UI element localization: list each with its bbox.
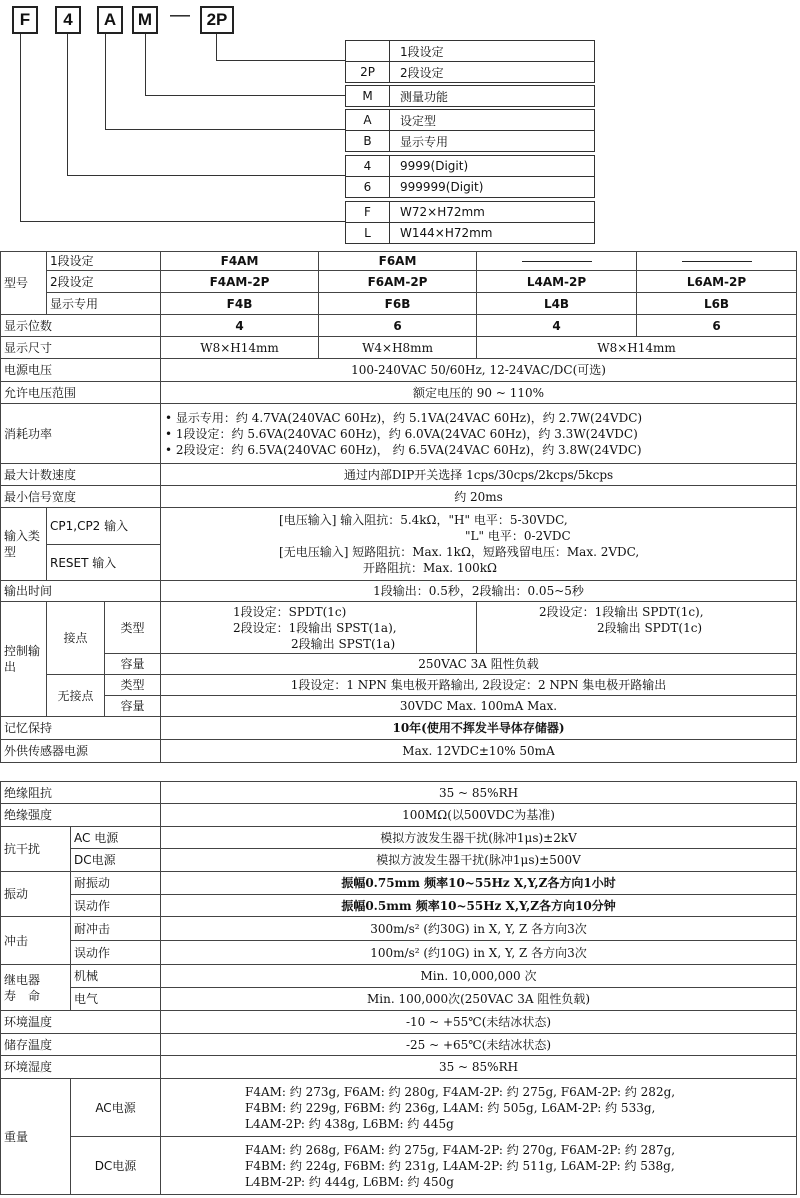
contact-type-line: 2段输出 SPST(1a) (291, 636, 396, 651)
connector-line (105, 129, 345, 130)
max-count-value: 通过内部DIP开关选择 1cps/30cps/2kcps/5kcps (161, 464, 797, 486)
input-line: [电压输入] 输入阻抗：5.4kΩ，"H" 电平：5-30VDC, (279, 513, 568, 527)
control-capacity-label: 容量 (105, 654, 161, 675)
sel-desc: 999999(Digit) (400, 180, 484, 194)
contact-type-line: 2段设定：1段输出 SPDT(1c), (539, 605, 704, 619)
model-label: 型号 (1, 252, 47, 315)
relay-life-value: Min. 100,000次(250VAC 3A 阻性负载) (161, 988, 797, 1011)
sel-code: A (346, 110, 390, 130)
relay-life-value: Min. 10,000,000 次 (161, 965, 797, 988)
insulation-value: 35 ~ 85%RH (161, 782, 797, 804)
consumption-line: • 显示专用：约 4.7VA(240VAC 60Hz)，约 5.1VA(24VAC 60Hz)，约 2.7W(24VDC) (165, 410, 643, 425)
power-label: 电源电压 (1, 359, 161, 382)
digits-cell: 4 (477, 315, 637, 337)
model-cell: F6AM-2P (319, 271, 477, 293)
weight-dc-value (161, 1137, 797, 1195)
contact-type-line: 2段设定：1段输出 SPST(1a), (233, 620, 397, 635)
digits-cell: 4 (161, 315, 319, 337)
control-noncontact-label: 无接点 (47, 675, 105, 717)
sel-desc: 测量功能 (400, 89, 449, 104)
voltage-range-value: 额定电压的 90 ~ 110% (161, 382, 797, 404)
sel-code: B (346, 131, 390, 151)
pn-char-a: A (97, 6, 123, 34)
output-time-label: 输出时间 (1, 581, 161, 602)
sel-desc: 显示专用 (400, 134, 449, 149)
input-line: "L" 电平：0-2VDC (465, 529, 571, 543)
pn-char-2p: 2P (200, 6, 234, 34)
sensor-power-label: 外供传感器电源 (1, 740, 161, 763)
sel-code: F (346, 202, 390, 222)
control-contact-label: 接点 (47, 602, 105, 675)
vibration-value: 振幅0.75mm 频率10~55Hz X,Y,Z各方向1小时 (161, 872, 797, 895)
digits-cell: 6 (319, 315, 477, 337)
size-label: 显示尺寸 (1, 337, 161, 359)
connector-line (145, 95, 345, 96)
vibration-label: 振动 (1, 872, 71, 917)
vibration-sub: 误动作 (71, 895, 161, 917)
sel-desc: 1段设定 (400, 44, 444, 59)
shock-label: 冲击 (1, 917, 71, 965)
memory-label: 记忆保持 (1, 717, 161, 740)
shock-sub: 耐冲击 (71, 917, 161, 941)
relay-life-sub: 电气 (71, 988, 161, 1011)
input-label: 输入类型 (1, 508, 47, 581)
noise-label: 抗干扰 (1, 827, 71, 872)
sel-code: 2P (346, 62, 390, 82)
weight-line: L4BM-2P: 约 444g, L6BM: 约 450g (245, 1174, 454, 1189)
model-cell: L4B (477, 293, 637, 315)
model-cell: F6AM (319, 252, 477, 271)
pn-char-m: M (132, 6, 158, 34)
dielectric-value: 100MΩ(以500VDC为基准) (161, 804, 797, 827)
noise-value: 模拟方波发生器干扰(脉冲1μs)±500V (161, 849, 797, 872)
spec-table-main (0, 251, 797, 763)
noise-sub: AC 电源 (71, 827, 161, 849)
sel-desc: W144×H72mm (400, 226, 493, 240)
contact-type-left (161, 602, 477, 654)
model-cell: F4AM (161, 252, 319, 271)
connector-line (216, 60, 345, 61)
consumption-line: • 1段设定：约 5.6VA(240VAC 60Hz)，约 6.0VA(24VAC 60Hz)，约 3.3W(24VDC) (165, 426, 638, 441)
control-label: 控制输出 (1, 602, 47, 717)
pn-char-f: F (12, 6, 38, 34)
connector-line (20, 221, 345, 222)
model-cell: F4B (161, 293, 319, 315)
model-cell-empty (477, 252, 637, 271)
storage-temp-value: -25 ~ +65℃(未结冰状态) (161, 1034, 797, 1056)
weight-line: F4BM: 约 224g, F6BM: 约 231g, L4AM-2P: 约 511g, L6AM-2P: 约 538g, (245, 1158, 675, 1173)
model-cell: L6B (637, 293, 797, 315)
connector-line (67, 34, 68, 176)
memory-value: 10年(使用不挥发半导体存储器) (161, 717, 797, 740)
relay-life-sub: 机械 (71, 965, 161, 988)
vibration-value: 振幅0.5mm 频率10~55Hz X,Y,Z各方向10分钟 (161, 895, 797, 917)
input-line: 开路阻抗：Max. 100kΩ (363, 561, 497, 575)
size-cell: W8×H14mm (477, 337, 797, 359)
power-value: 100-240VAC 50/60Hz, 12-24VAC/DC(可选) (161, 359, 797, 382)
input-sub-reset: RESET 输入 (47, 545, 161, 581)
shock-value: 100m/s² (约10G) in X, Y, Z 各方向3次 (161, 941, 797, 965)
model-cell-empty (637, 252, 797, 271)
contact-type-right (477, 602, 797, 654)
sel-code: 4 (346, 156, 390, 176)
weight-sub-dc: DC电源 (71, 1137, 161, 1195)
dielectric-label: 绝缘强度 (1, 804, 161, 827)
digits-cell: 6 (637, 315, 797, 337)
output-time-value: 1段输出：0.5秒，2段输出：0.05~5秒 (161, 581, 797, 602)
model-cell: L4AM-2P (477, 271, 637, 293)
model-row-label: 2段设定 (47, 271, 161, 293)
spec-table-env (0, 781, 797, 1195)
input-line: [无电压输入] 短路阻抗：Max. 1kΩ，短路残留电压：Max. 2VDC, (279, 545, 640, 559)
ambient-temp-label: 环境温度 (1, 1011, 161, 1034)
sel-code (346, 41, 390, 61)
selector-output (345, 40, 595, 83)
min-signal-label: 最小信号宽度 (1, 486, 161, 508)
connector-line (20, 34, 21, 222)
selector-size (345, 201, 595, 244)
model-cell: F6B (319, 293, 477, 315)
sel-desc: 设定型 (400, 113, 437, 128)
model-cell: F4AM-2P (161, 271, 319, 293)
weight-line: F4BM: 约 229g, F6BM: 约 236g, L4AM: 约 505g, L6AM-2P: 约 533g, (245, 1100, 656, 1115)
contact-capacity-value: 250VAC 3A 阻性负载 (161, 654, 797, 675)
contact-type-line: 1段设定：SPDT(1c) (233, 604, 347, 619)
size-cell: W4×H8mm (319, 337, 477, 359)
noise-value: 模拟方波发生器干扰(脉冲1μs)±2kV (161, 827, 797, 849)
consumption-label: 消耗功率 (1, 404, 161, 464)
sel-desc: 2段设定 (400, 65, 444, 80)
digits-label: 显示位数 (1, 315, 161, 337)
sel-code: 6 (346, 177, 390, 197)
weight-label: 重量 (1, 1079, 71, 1195)
model-cell: L6AM-2P (637, 271, 797, 293)
noise-sub: DC电源 (71, 849, 161, 872)
shock-sub: 误动作 (71, 941, 161, 965)
storage-temp-label: 储存温度 (1, 1034, 161, 1056)
weight-ac-value (161, 1079, 797, 1137)
sel-code: M (346, 86, 390, 106)
weight-line: F4AM: 约 268g, F6AM: 约 275g, F4AM-2P: 约 270g, F6AM-2P: 约 287g, (245, 1142, 676, 1157)
selector-function (345, 85, 595, 107)
connector-line (216, 34, 217, 61)
sel-desc: W72×H72mm (400, 205, 485, 219)
model-row-label: 1段设定 (47, 252, 161, 271)
relay-life-label-line: 寿 命 (4, 988, 41, 1003)
sel-desc: 9999(Digit) (400, 159, 469, 173)
model-row-label: 显示专用 (47, 293, 161, 315)
vibration-sub: 耐振动 (71, 872, 161, 895)
weight-line: F4AM: 约 273g, F6AM: 约 280g, F4AM-2P: 约 275g, F6AM-2P: 约 282g, (245, 1084, 676, 1099)
input-sub-cp: CP1,CP2 输入 (47, 508, 161, 545)
humidity-label: 环境湿度 (1, 1056, 161, 1079)
size-cell: W8×H14mm (161, 337, 319, 359)
sel-code: L (346, 223, 390, 243)
humidity-value: 35 ~ 85%RH (161, 1056, 797, 1079)
control-type-label: 类型 (105, 675, 161, 696)
connector-line (105, 34, 106, 130)
pn-dash: — (170, 4, 190, 26)
relay-life-label (1, 965, 71, 1011)
sensor-power-value: Max. 12VDC±10% 50mA (161, 740, 797, 763)
connector-line (67, 175, 345, 176)
control-capacity-label: 容量 (105, 696, 161, 717)
relay-life-label-line: 继电器 (4, 972, 41, 987)
noncontact-capacity-value: 30VDC Max. 100mA Max. (161, 696, 797, 717)
input-value (161, 508, 797, 581)
consumption-value (161, 404, 797, 464)
voltage-range-label: 允许电压范围 (1, 382, 161, 404)
ambient-temp-value: -10 ~ +55℃(未结冰状态) (161, 1011, 797, 1034)
consumption-line: • 2段设定：约 6.5VA(240VAC 60Hz)， 约 6.5VA(24VAC 60Hz)，约 3.8W(24VDC) (165, 442, 642, 457)
min-signal-value: 约 20ms (161, 486, 797, 508)
contact-type-line: 2段输出 SPDT(1c) (597, 621, 703, 635)
insulation-label: 绝缘阻抗 (1, 782, 161, 804)
shock-value: 300m/s² (约30G) in X, Y, Z 各方向3次 (161, 917, 797, 941)
connector-line (145, 34, 146, 96)
pn-char-4: 4 (55, 6, 81, 34)
control-type-label: 类型 (105, 602, 161, 654)
selector-digit (345, 155, 595, 198)
weight-sub-ac: AC电源 (71, 1079, 161, 1137)
weight-line: L4AM-2P: 约 438g, L6BM: 约 445g (245, 1116, 454, 1131)
max-count-label: 最大计数速度 (1, 464, 161, 486)
noncontact-type-value: 1段设定：1 NPN 集电极开路输出, 2段设定：2 NPN 集电极开路输出 (161, 675, 797, 696)
selector-type (345, 109, 595, 152)
